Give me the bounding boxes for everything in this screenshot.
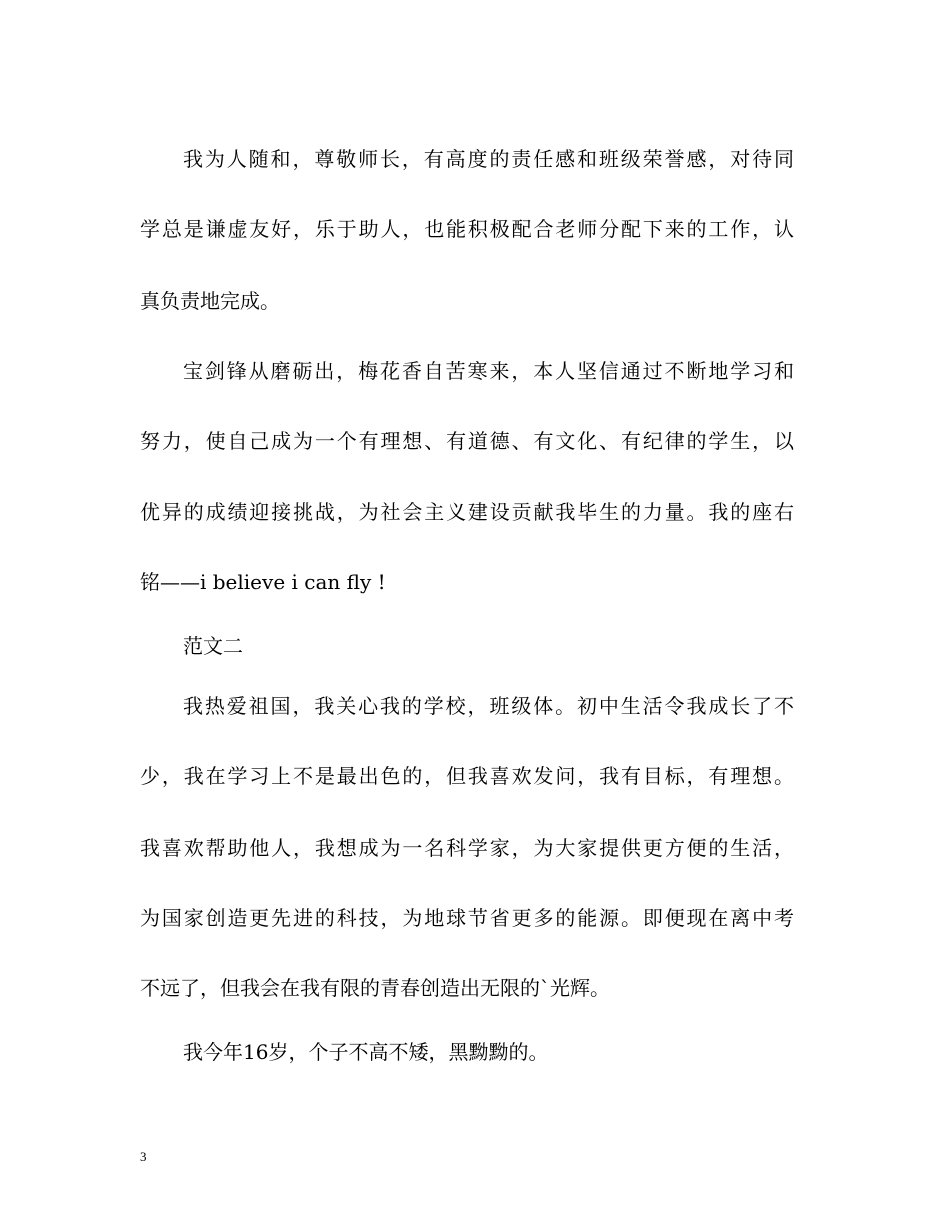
paragraph-2-line-4: 铭——i believe i can fly ! <box>140 570 386 594</box>
paragraph-3-line-5: 不远了，但我会在我有限的青春创造出无限的`光辉。 <box>140 976 610 1000</box>
paragraph-2-line-1: 宝剑锋从磨砺出，梅花香自苦寒来，本人坚信通过不断地学习和 <box>183 359 794 383</box>
paragraph-3-line-2: 少，我在学习上不是最出色的，但我喜欢发问，我有目标，有理想。 <box>140 764 794 788</box>
page-number: 3 <box>140 1149 147 1164</box>
paragraph-1-line-1: 我为人随和，尊敬师长，有高度的责任感和班级荣誉感，对待同 <box>183 147 794 171</box>
paragraph-1-line-3: 真负责地完成。 <box>140 289 280 313</box>
paragraph-3-line-3: 我喜欢帮助他人，我想成为一名科学家，为大家提供更方便的生活， <box>140 836 794 860</box>
paragraph-2-line-2: 努力，使自己成为一个有理想、有道德、有文化、有纪律的学生，以 <box>140 429 794 453</box>
section-heading: 范文二 <box>183 634 243 658</box>
paragraph-3-line-4: 为国家创造更先进的科技，为地球节省更多的能源。即便现在离中考 <box>140 906 794 930</box>
paragraph-3-line-1: 我热爱祖国，我关心我的学校，班级体。初中生活令我成长了不 <box>183 694 794 718</box>
paragraph-2-line-3: 优异的成绩迎接挑战，为社会主义建设贡献我毕生的力量。我的座右 <box>140 500 794 524</box>
paragraph-4-line-1: 我今年16岁，个子不高不矮，黑黝黝的。 <box>183 1040 549 1064</box>
paragraph-1-line-2: 学总是谦虚友好，乐于助人，也能积极配合老师分配下来的工作，认 <box>140 217 794 241</box>
